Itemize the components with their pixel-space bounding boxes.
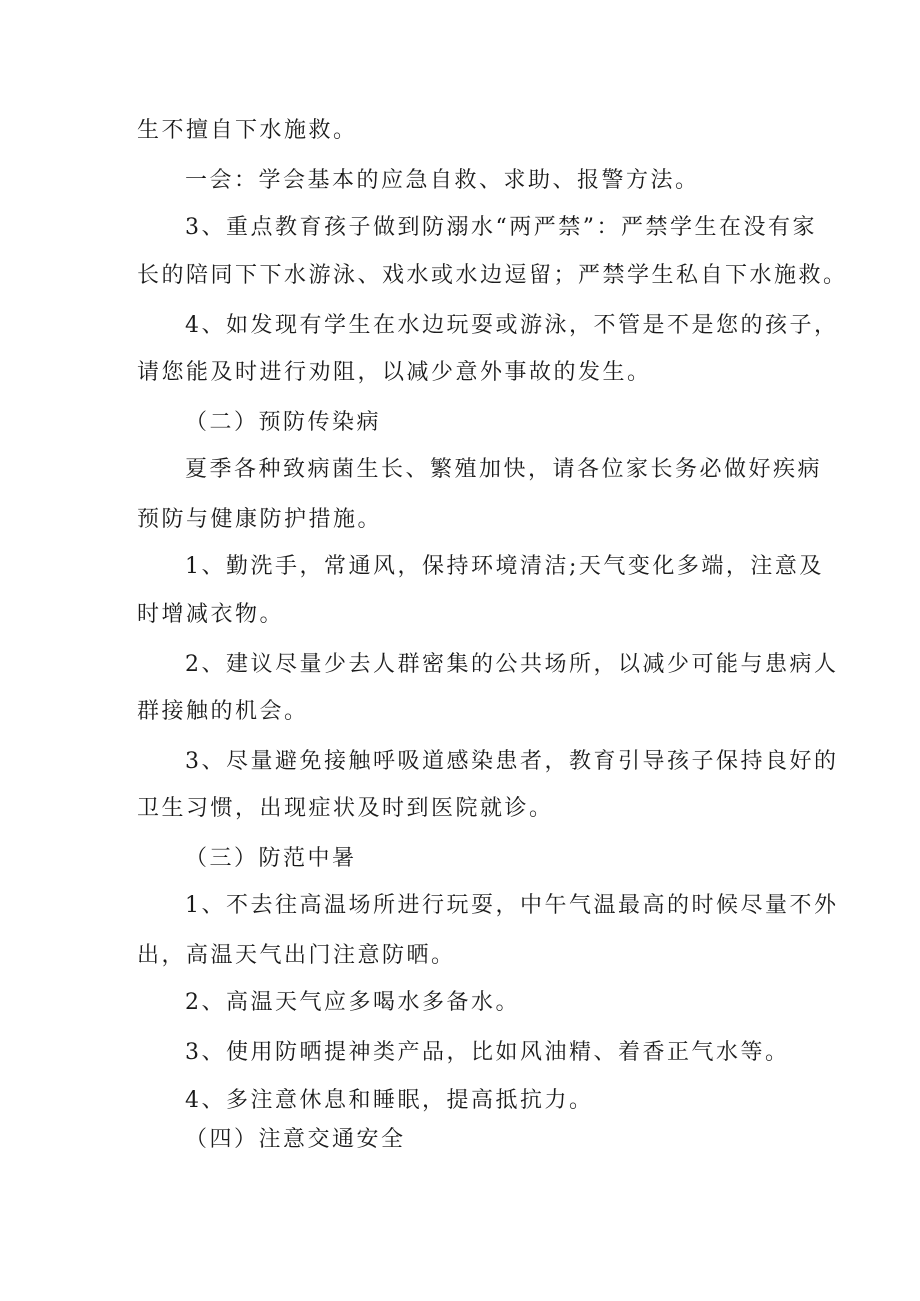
text-line: 一会：学会基本的应急自救、求助、报警方法。 bbox=[185, 168, 700, 193]
text-line: 3、尽量避免接触呼吸道感染患者，教育引导孩子保持良好的 bbox=[185, 749, 839, 774]
text-line: 时增减衣物。 bbox=[137, 602, 285, 627]
section-heading: （三）防范中暑 bbox=[185, 846, 357, 871]
section-heading: （四）注意交通安全 bbox=[185, 1127, 406, 1152]
section-heading: （二）预防传染病 bbox=[185, 410, 382, 435]
text-line: 卫生习惯，出现症状及时到医院就诊。 bbox=[137, 796, 554, 821]
text-line: 3、重点教育孩子做到防溺水“两严禁”：严禁学生在没有家 bbox=[185, 215, 817, 240]
text-line: 出，高温天气出门注意防晒。 bbox=[137, 943, 456, 968]
text-line: 4、如发现有学生在水边玩耍或游泳，不管是不是您的孩子， bbox=[185, 313, 839, 338]
text-line: 生不擅自下水施救。 bbox=[137, 118, 358, 143]
text-line: 3、使用防晒提神类产品，比如风油精、着香正气水等。 bbox=[185, 1040, 790, 1065]
text-line: 预防与健康防护措施。 bbox=[137, 507, 383, 532]
text-line: 2、建议尽量少去人群密集的公共场所，以减少可能与患病人 bbox=[185, 652, 839, 677]
text-line: 1、不去往高温场所进行玩耍，中午气温最高的时候尽量不外 bbox=[185, 893, 839, 918]
text-line: 2、高温天气应多喝水多备水。 bbox=[185, 990, 520, 1015]
text-line: 长的陪同下下水游泳、戏水或水边逗留；严禁学生私自下水施救。 bbox=[137, 263, 848, 288]
text-line: 1、勤洗手，常通风，保持环境清洁;天气变化多端，注意及 bbox=[185, 554, 824, 579]
text-line: 请您能及时进行劝阻，以减少意外事故的发生。 bbox=[137, 360, 652, 385]
text-line: 群接触的机会。 bbox=[137, 699, 309, 724]
text-line: 4、多注意休息和睡眠，提高抵抗力。 bbox=[185, 1088, 594, 1113]
text-line: 夏季各种致病菌生长、繁殖加快，请各位家长务必做好疾病 bbox=[185, 457, 823, 482]
